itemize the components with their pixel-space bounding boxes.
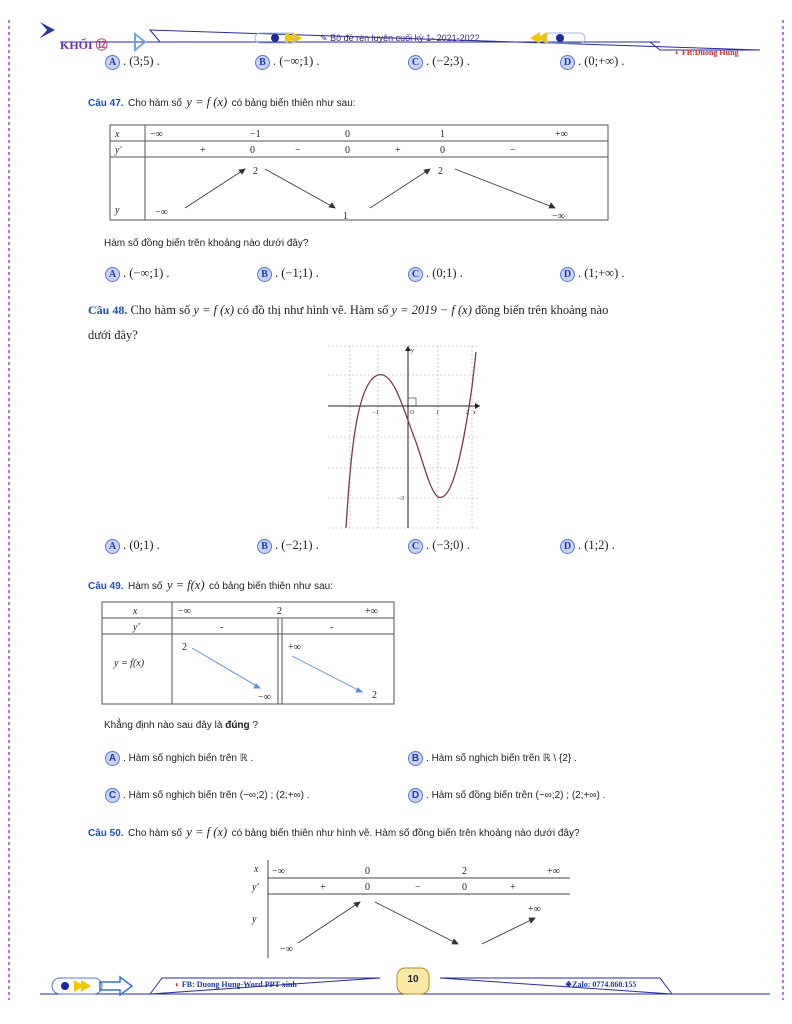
option-d[interactable]: (1;2) <box>584 538 609 552</box>
prev-option-d: (0;+∞) <box>584 54 619 68</box>
option-letter: B <box>257 539 272 554</box>
option-letter: D <box>408 788 423 803</box>
footer-decoration <box>0 964 792 1024</box>
x-value: −1 <box>250 129 261 140</box>
prev-option-b: (−∞;1) <box>279 54 314 68</box>
x-value: 0 <box>365 866 370 877</box>
axis-label: x <box>473 410 476 416</box>
question-label: Câu 48. <box>88 303 128 317</box>
sign: + <box>320 882 326 893</box>
y-label: y <box>252 914 257 925</box>
sign: - <box>330 622 334 633</box>
function-graph <box>326 342 482 532</box>
x-label: x <box>133 606 138 617</box>
sign: + <box>510 882 516 893</box>
header-decoration <box>0 0 792 60</box>
sign: − <box>295 145 301 156</box>
option-letter: A <box>105 267 120 282</box>
yp-label: y' <box>115 145 122 156</box>
right-border <box>782 20 784 1000</box>
grade-label: KHỐI <box>60 38 93 52</box>
sign: 0 <box>440 145 445 156</box>
tick-label: −3 <box>397 496 405 502</box>
header-fb: FB:Duong Hung <box>681 48 739 57</box>
sign: + <box>200 145 206 156</box>
header-title: Bộ đề rèn luyện cuối kỳ 1- 2021-2022 <box>330 33 480 43</box>
question-text: Cho hàm số <box>130 303 191 317</box>
sign: − <box>510 145 516 156</box>
y-value: 1 <box>343 211 348 222</box>
yp-label: y' <box>133 622 140 633</box>
y-label: y <box>115 205 120 216</box>
y-value: 2 <box>253 166 258 177</box>
fb-icon: ◐ <box>675 48 680 57</box>
option-letter: D <box>560 539 575 554</box>
option-b[interactable]: (−2;1) <box>281 538 313 552</box>
y-value: −∞ <box>155 207 168 218</box>
sign: 0 <box>365 882 370 893</box>
option-letter: C <box>408 55 423 70</box>
option-letter: A <box>105 55 120 70</box>
question-prompt: Khẳng định nào sau đây là <box>104 720 223 731</box>
tick-label: O <box>410 410 415 416</box>
y-label: y = f(x) <box>114 658 145 669</box>
x-value: −∞ <box>150 129 163 140</box>
option-letter: B <box>257 267 272 282</box>
tick-label: 2 <box>466 410 469 416</box>
option-letter: C <box>408 539 423 554</box>
question-text: có đồ thị như hình vẽ. Hàm số <box>237 303 389 317</box>
question-text: có bảng biến thiên như hình vẽ. Hàm số đồng biến trên khoảng nào dưới đây? <box>231 828 580 839</box>
y-value: 2 <box>182 642 187 653</box>
option-letter: C <box>408 267 423 282</box>
tick-label: 1 <box>436 410 439 416</box>
formula: y = 2019 − f (x) <box>391 303 472 317</box>
x-value: 2 <box>277 606 282 617</box>
sign: 0 <box>345 145 350 156</box>
x-value: 1 <box>440 129 445 140</box>
sign: 0 <box>462 882 467 893</box>
formula: y = f (x) <box>186 825 228 839</box>
option-letter: B <box>255 55 270 70</box>
question-prompt: ? <box>252 720 258 731</box>
option-letter: D <box>560 267 575 282</box>
y-value: +∞ <box>528 904 541 915</box>
x-label: x <box>115 129 120 140</box>
x-value: +∞ <box>365 606 378 617</box>
option-letter: A <box>105 539 120 554</box>
option-c[interactable]: Hàm số nghịch biến trên (−∞;2) ; (2;+∞) . <box>128 790 310 801</box>
option-c[interactable]: (0;1) <box>432 266 457 280</box>
footer-fb: FB: Duong Hung-Word PPT xinh <box>181 980 297 989</box>
variation-table-50 <box>240 858 580 958</box>
option-letter: A <box>105 751 120 766</box>
question-text: có bảng biến thiên như sau: <box>231 98 356 109</box>
option-a[interactable]: Hàm số nghịch biến trên ℝ . <box>128 753 254 764</box>
question-label: Câu 50. <box>88 828 124 839</box>
y-value: −∞ <box>280 944 293 955</box>
formula: y = f (x) <box>193 303 235 317</box>
question-text: Cho hàm số <box>128 98 182 109</box>
option-d[interactable]: (1;+∞) <box>584 266 619 280</box>
option-a[interactable]: (−∞;1) <box>129 266 164 280</box>
option-letter: C <box>105 788 120 803</box>
option-letter: B <box>408 751 423 766</box>
fb-icon: ◐ <box>175 980 180 989</box>
question-emphasis: đúng <box>225 720 250 731</box>
y-value: −∞ <box>552 211 565 222</box>
grade-number: ⑫ <box>95 38 108 52</box>
y-value: −∞ <box>258 692 271 703</box>
question-text: Hàm số <box>128 581 163 592</box>
question-text: có bảng biến thiên như sau: <box>208 581 333 592</box>
page-number: 10 <box>407 974 419 985</box>
sign: − <box>415 882 421 893</box>
y-value: +∞ <box>288 642 301 653</box>
option-c[interactable]: (−3;0) <box>432 538 464 552</box>
variation-table-47 <box>100 123 612 223</box>
x-value: +∞ <box>547 866 560 877</box>
option-a[interactable]: (0;1) <box>129 538 154 552</box>
question-label: Câu 49. <box>88 581 124 592</box>
question-prompt: Hàm số đồng biến trên khoảng nào dưới đây? <box>104 238 309 249</box>
tick-label: −1 <box>372 410 380 416</box>
question-text: dưới đây? <box>88 328 138 342</box>
axis-label: y <box>411 348 414 354</box>
yp-label: y' <box>252 882 259 893</box>
sign: + <box>395 145 401 156</box>
question-text: đồng biến trên khoảng nào <box>475 303 609 317</box>
prev-option-a: (3;5) <box>129 54 154 68</box>
formula: y = f (x) <box>186 95 228 109</box>
option-letter: D <box>560 55 575 70</box>
option-b[interactable]: (−1;1) <box>281 266 313 280</box>
y-value: 2 <box>372 690 377 701</box>
x-value: +∞ <box>555 129 568 140</box>
edit-icon: ✎ <box>320 33 328 43</box>
option-b[interactable]: Hàm số nghịch biến trên ℝ \ {2} . <box>431 753 577 764</box>
y-value: 2 <box>438 166 443 177</box>
option-d[interactable]: Hàm số đồng biến trên (−∞;2) ; (2;+∞) . <box>431 790 606 801</box>
x-value: −∞ <box>272 866 285 877</box>
x-value: 0 <box>345 129 350 140</box>
variation-table-49 <box>100 600 396 706</box>
x-label: x <box>254 864 259 875</box>
prev-option-c: (−2;3) <box>432 54 464 68</box>
question-text: Cho hàm số <box>128 828 182 839</box>
x-value: 2 <box>462 866 467 877</box>
formula: y = f(x) <box>166 578 205 592</box>
sign: - <box>220 622 224 633</box>
footer-zalo: ❖Zalo: 0774.860.155 <box>565 980 637 989</box>
x-value: −∞ <box>178 606 191 617</box>
left-border <box>8 20 10 1000</box>
question-label: Câu 47. <box>88 98 124 109</box>
sign: 0 <box>250 145 255 156</box>
